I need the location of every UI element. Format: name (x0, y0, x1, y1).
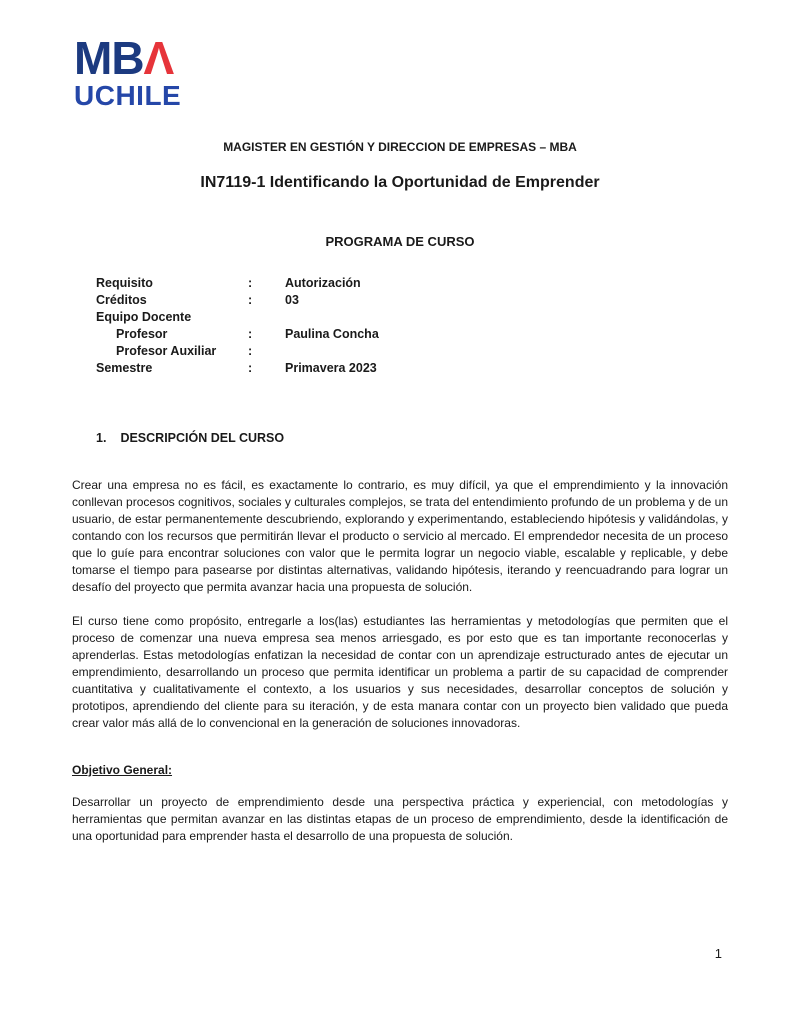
info-row-profesor (96, 326, 728, 343)
info-row-creditos (96, 292, 728, 309)
section-title: DESCRIPCIÓN DEL CURSO (120, 431, 285, 445)
section-number: 1. (96, 431, 107, 445)
description-paragraph-1: Crear una empresa no es fácil, es exactamente lo contrario, es muy difícil, ya que el emprendimiento y la innovación conllevan procesos cognitivos, sociales y culturales complejos, se trata del entendimiento profundo de un problema y de un usuario, de estar permanentemente descubriendo, explorando y experimentando, estableciendo hipótesis y validándolas, y contando con los recursos que permitirán llevar el producto o servicio al mercado. El emprendedor necesita de un proceso que lo guíe para encontrar soluciones con valor que le permita lograr un negocio viable, escalable y replicable, y debe tomarse el tiempo para pasearse por distintas alternativas, validando hipótesis, iterando y reencuadrando para lograr un desafío del proyecto que permita avanzar hacia una propuesta de solución. (72, 478, 728, 594)
info-label: Requisito (96, 276, 153, 290)
description-paragraph-2: El curso tiene como propósito, entregarle a los(las) estudiantes las herramientas y metodologías que permiten que el proceso de comenzar una nueva empresa sea menos arriesgado, es por esto que es tan importante reconocerlas y aprenderlas. Estas metodologías enfatizan la necesidad de contar con un aprendizaje estructurado antes de ejecutar un emprendimiento, desarrollando un proceso que permita identificar un problema a partir de su capacidad de comprender cuantitativa y cualitativamente el contexto, a los usuarios y sus necesidades, desarrollar conceptos de solución y prototipos, aprendiendo del cliente para su iteración, y de esta manara contar con un proyecto bien validado que pueda crear valor más allá de lo convencional en la generación de soluciones innovadoras. (72, 614, 728, 730)
logo-mb: MB (74, 32, 144, 84)
page-number: 1 (714, 946, 722, 961)
info-separator (248, 309, 285, 326)
info-separator: : (248, 344, 253, 358)
info-label: Equipo Docente (96, 310, 192, 324)
info-value (285, 309, 728, 326)
info-row-requisito (96, 275, 728, 292)
document-subtitle: PROGRAMA DE CURSO (325, 234, 475, 249)
objetivo-general-paragraph: Desarrollar un proyecto de emprendimiento desde una perspectiva práctica y experiencial, con metodologías y herramientas que permitan avanzar en las distintas etapas de un proceso de emprendimiento, desde la identificación de una oportunidad para emprender hasta el desarrollo de una propuesta de solución. (72, 795, 728, 843)
info-separator: : (248, 293, 253, 307)
mba-uchile-logo (74, 32, 728, 112)
info-separator: : (248, 327, 253, 341)
program-header: MAGISTER EN GESTIÓN Y DIRECCION DE EMPRESAS – MBA (223, 140, 577, 154)
info-separator: : (248, 361, 253, 375)
info-label: Semestre (96, 361, 153, 375)
info-separator: : (248, 276, 253, 290)
info-value (285, 343, 728, 360)
course-title: IN7119-1 Identificando la Oportunidad de Emprender (200, 174, 600, 191)
info-value: Paulina Concha (285, 327, 379, 341)
info-label: Profesor Auxiliar (116, 344, 217, 358)
info-value: 03 (285, 293, 299, 307)
info-value: Autorización (285, 276, 361, 290)
info-row-profesor-auxiliar (96, 343, 728, 360)
info-row-equipo-docente (96, 309, 728, 326)
course-info-block (96, 275, 728, 377)
logo-lambda-icon: Λ (143, 32, 174, 84)
info-label: Profesor (116, 327, 168, 341)
objetivo-general-heading: Objetivo General: (72, 763, 173, 777)
info-label: Créditos (96, 293, 147, 307)
logo-mba-text (74, 32, 728, 84)
logo-uchile-text: UCHILE (74, 80, 182, 111)
section-1-heading (96, 431, 728, 445)
info-value: Primavera 2023 (285, 361, 377, 375)
info-row-semestre (96, 360, 728, 377)
